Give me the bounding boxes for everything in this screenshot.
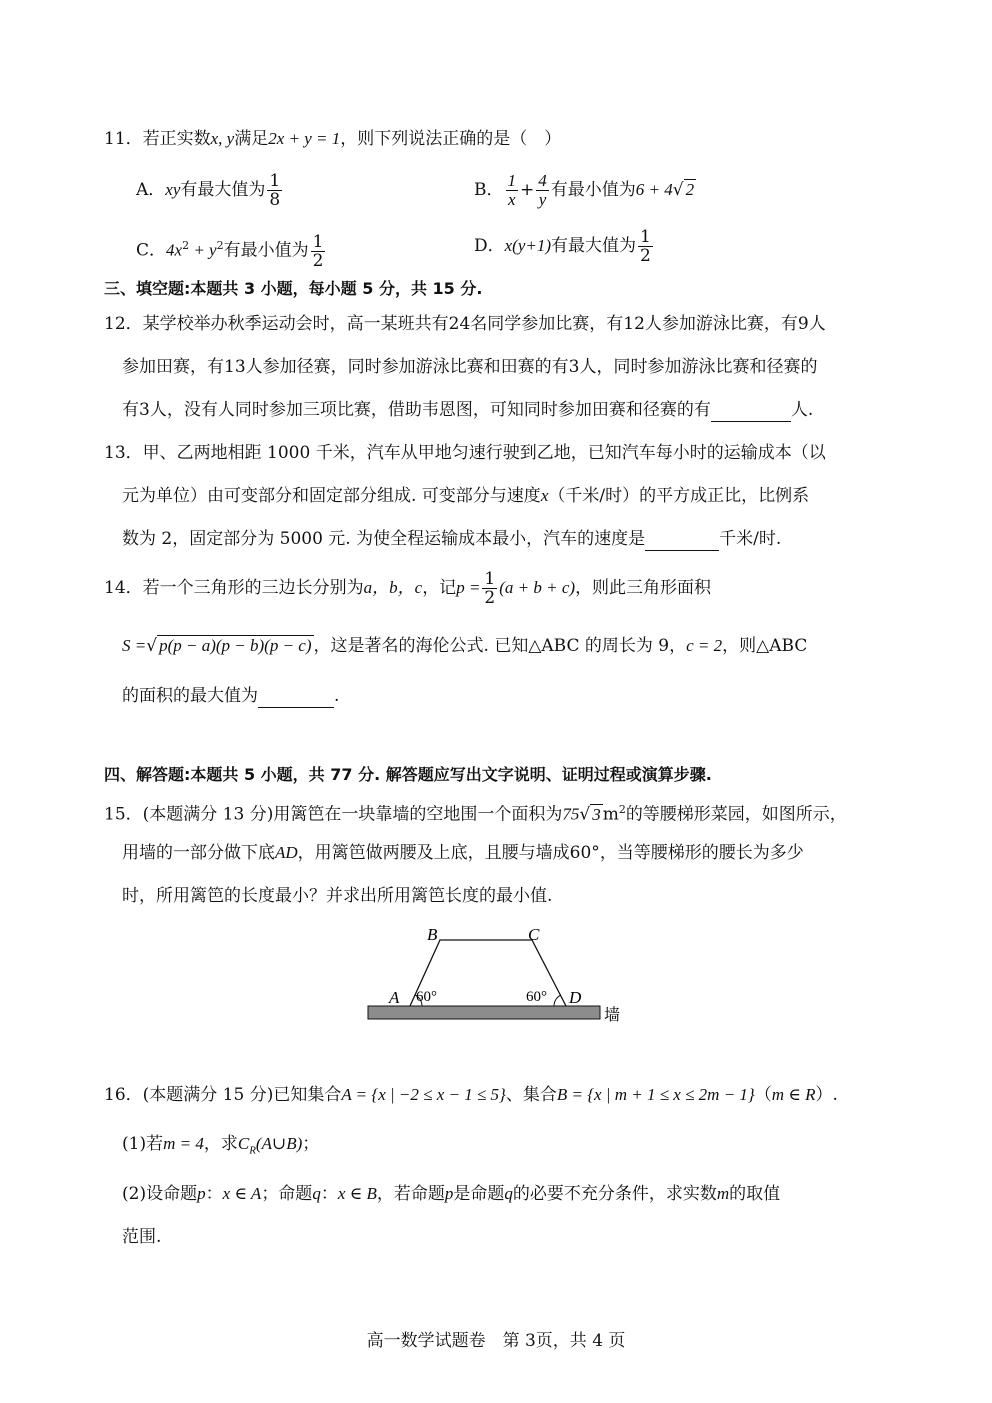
trapezoid-figure (360, 918, 640, 1030)
q15-line-3: 时，所用篱笆的长度最小？并求出所用篱笆长度的最小值. (122, 886, 553, 906)
q14-line-3: 的面积的最大值为 . (122, 686, 340, 706)
q16-sub-2-line-2: 范围. (122, 1227, 162, 1247)
q11-option-d: D．x(y+1)有最大值为 $\frac{1}{2}$ (474, 227, 651, 266)
q14-line-2: S =√ p(p − a)(p − b)(p − c) ，这是著名的海伦公式. 已知△ABC 的周长为 9，c = 2，则△ABC (122, 636, 808, 656)
q12-line-3: 有3人，没有人同时参加三项比赛，借助韦恩图，可知同时参加田赛和径赛的有 人. (122, 400, 814, 420)
angle-arc-right (554, 995, 561, 1006)
q12-line-2: 参加田赛，有13人参加径赛，同时参加游泳比赛和田赛的有3人，同时参加游泳比赛和径赛的 (122, 357, 818, 377)
q15-line-2: 用墙的一部分做下底AD，用篱笆做两腰及上底，且腰与墙成60°，当等腰梯形的腰长为多少 (122, 843, 804, 863)
q13-line-2: 元为单位）由可变部分和固定部分组成. 可变部分与速度x（千米/时）的平方成正比，比例系 (122, 486, 810, 506)
q16-line-1: 16．(本题满分 15 分)已知集合A = {x | −2 ≤ x − 1 ≤ 5}、集合B = {x | m + 1 ≤ x ≤ 2m − 1}（m ∈ R）. (104, 1085, 838, 1105)
q11-option-c: C．$4x^2 + y^2$有最小值为 $\frac{1}{2}$ (136, 231, 324, 271)
answer-blank (711, 401, 791, 422)
q12-line-1: 12．某学校举办秋季运动会时，高一某班共有24名同学参加比赛，有12人参加游泳比赛，有9人 (104, 314, 826, 334)
label-a: A (389, 988, 400, 1007)
answer-blank (645, 530, 719, 551)
wall-label: 墙 (604, 1005, 621, 1024)
label-c: C (528, 925, 540, 944)
label-d: D (569, 988, 582, 1007)
q11-option-a: A．xy有最大值为 $\frac{1}{8}$ (136, 171, 281, 210)
q11-stem: 11．若正实数x, y满足2x + y = 1，则下列说法正确的是（ ） (104, 129, 562, 149)
angle-right-label: 60° (526, 989, 547, 1005)
angle-left-label: 60° (416, 989, 437, 1005)
q13-line-1: 13．甲、乙两地相距 1000 千米，汽车从甲地匀速行驶到乙地，已知汽车每小时的运输成本（以 (104, 443, 826, 463)
section-3-heading: 三、填空题:本题共 3 小题，每小题 5 分，共 15 分. (104, 279, 483, 298)
q16-sub-2: (2)设命题p：x ∈ A；命题q：x ∈ B，若命题p是命题q的必要不充分条件，求实数m的取值 (122, 1184, 781, 1204)
wall-bar (368, 1006, 600, 1019)
q16-sub-1: (1)若m = 4，求$C_R(A\cup B)$； (122, 1134, 320, 1157)
q14-line-1: 14．若一个三角形的三边长分别为a，b，c，记p = $\frac{1}{2}$ (a + b + c)，则此三角形面积 (104, 569, 712, 608)
q13-line-3: 数为 2，固定部分为 5000 元. 为使全程运输成本最小，汽车的速度是 千米/时. (122, 529, 782, 549)
q15-line-1: 15．(本题满分 13 分)用篱笆在一块靠墙的空地围一个面积为75√ 3 $m^2$的等腰梯形菜园，如图所示， (104, 803, 847, 825)
label-b: B (427, 925, 438, 944)
page-footer: 高一数学试题卷 第 3页，共 4 页 (366, 1331, 626, 1351)
answer-blank (258, 687, 334, 708)
section-4-heading: 四、解答题:本题共 5 小题，共 77 分. 解答题应写出文字说明、证明过程或演算步骤. (104, 765, 712, 784)
q11-option-b: B． $\frac{1}{x}$ + $\frac{4}{y}$ 有最小值为6 + 4√ 2 (474, 171, 695, 209)
